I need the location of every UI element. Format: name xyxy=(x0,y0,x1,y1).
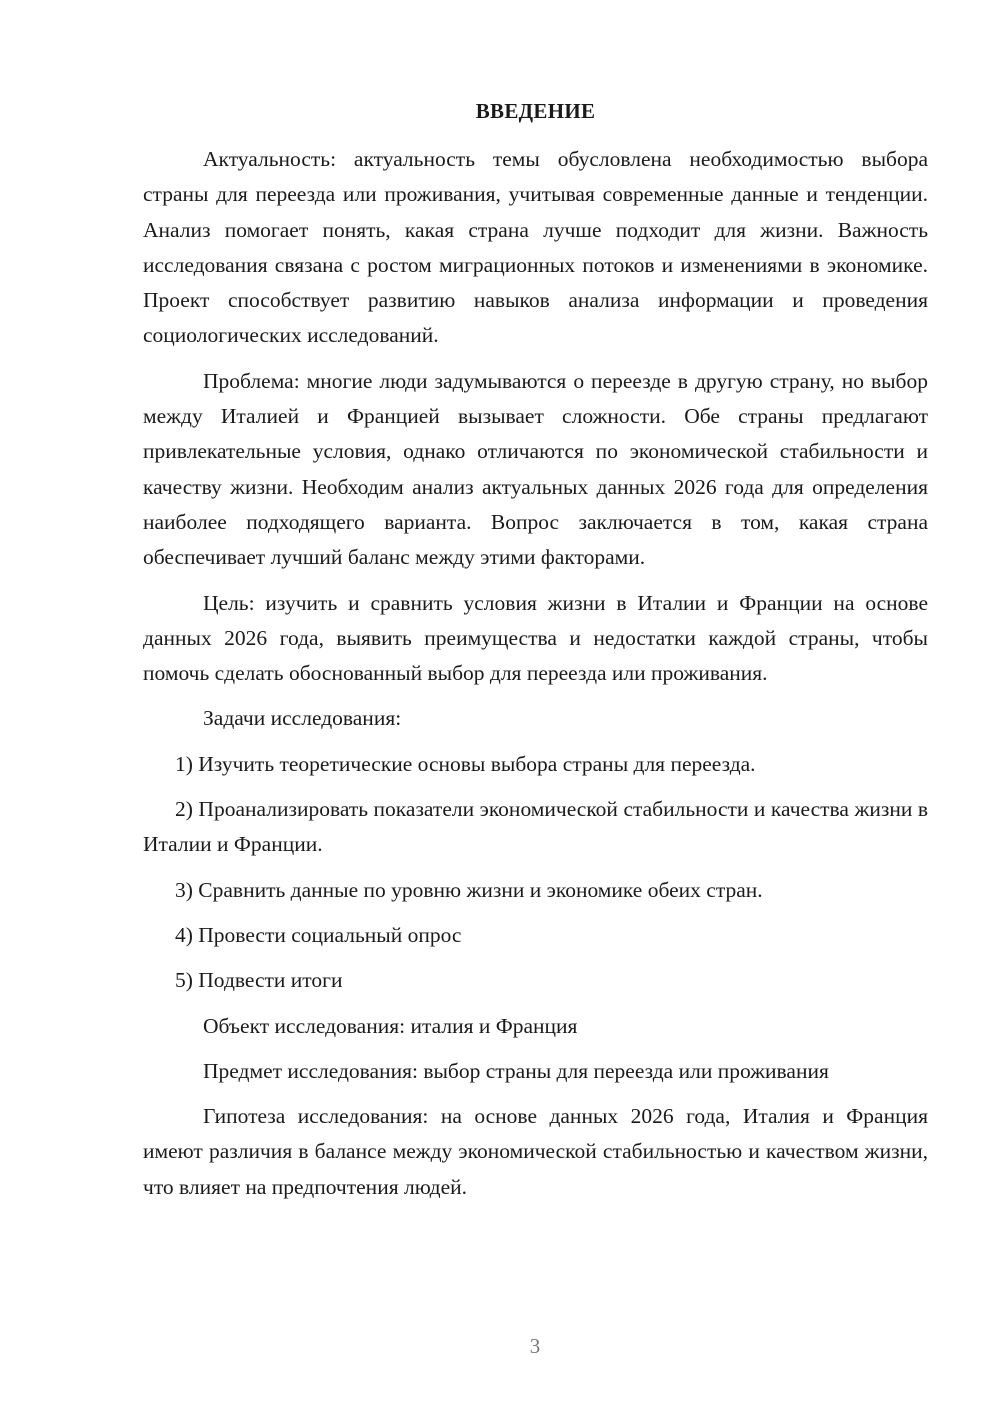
paragraph-problem: Проблема: многие люди задумываются о переезде в другую страну, но выбор между Италией и Францией вызывает сложности. Обе страны предлагают привлекательные условия, однако отличаются по экономической стабильности и качеству жизни. Необходим анализ актуальных данных 2026 года для определения наиболее подходящего варианта. Вопрос заключается в том, какая страна обеспечивает лучший баланс между этими факторами. xyxy=(143,368,928,570)
section-title: ВВЕДЕНИЕ xyxy=(475,99,596,123)
task-item: 1) Изучить теоретические основы выбора страны для переезда. xyxy=(175,751,756,776)
page-number: 3 xyxy=(529,1334,541,1358)
paragraph-goal: Цель: изучить и сравнить условия жизни в Италии и Франции на основе данных 2026 года, выявить преимущества и недостатки каждой страны, чтобы помочь сделать обоснованный выбор для переезда или проживания. xyxy=(143,590,928,686)
paragraph-relevance: Актуальность: актуальность темы обусловлена необходимостью выбора страны для переезда или проживания, учитывая современные данные и тенденции. Анализ помогает понять, какая страна лучше подходит для жизни. Важность исследования связана с ростом миграционных потоков и изменениями в экономике. Проект способствует развитию навыков анализа информации и проведения социологических исследований. xyxy=(143,147,928,348)
paragraph-object: Объект исследования: италия и Франция xyxy=(203,1013,578,1038)
paragraph-hypothesis: Гипотеза исследования: на основе данных 2026 года, Италия и Франция имеют различия в балансе между экономической стабильностью и качеством жизни, что влияет на предпочтения людей. xyxy=(143,1104,928,1199)
task-item: 3) Сравнить данные по уровню жизни и экономике обеих стран. xyxy=(175,877,763,902)
task-item: 5) Подвести итоги xyxy=(175,968,343,993)
paragraph-subject: Предмет исследования: выбор страны для переезда или проживания xyxy=(203,1058,829,1083)
document-body xyxy=(143,142,928,1215)
task-item: 2) Проанализировать показатели экономической стабильности и качества жизни в Италии и Франции. xyxy=(143,797,928,857)
paragraph-tasks-heading: Задачи исследования: xyxy=(203,706,402,731)
task-item: 4) Провести социальный опрос xyxy=(175,922,462,947)
